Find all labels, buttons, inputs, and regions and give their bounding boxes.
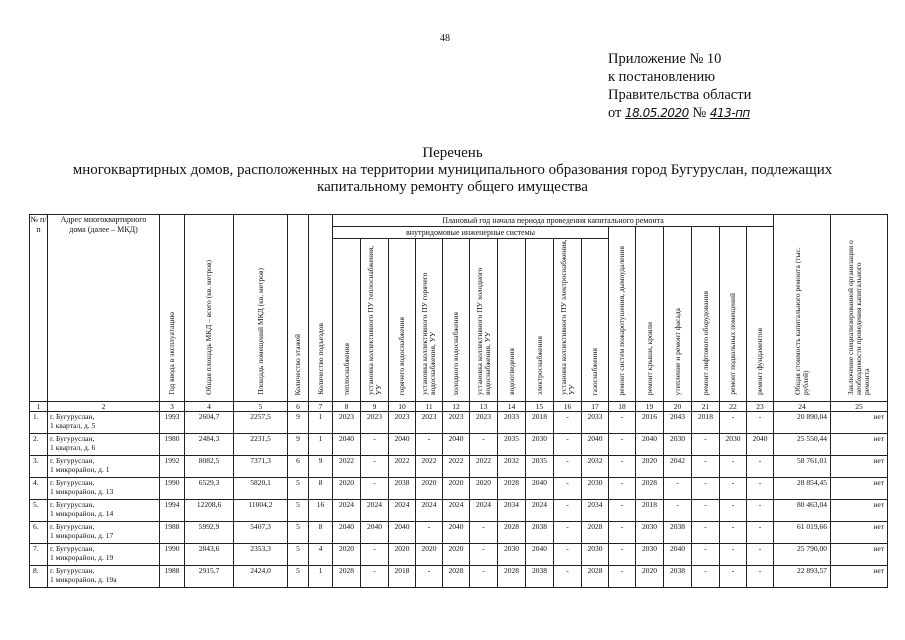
address-city: г. Бугуруслан, — [50, 522, 95, 531]
cell-c16: - — [554, 434, 582, 456]
column-number: 15 — [526, 402, 554, 412]
cell-c16: - — [554, 478, 582, 500]
cell-c22: - — [720, 478, 747, 500]
cell-c9: - — [361, 434, 389, 456]
column-number: 2 — [48, 402, 160, 412]
header-year: Год ввода в эксплуатацию — [160, 215, 185, 402]
cell-c20: 2040 — [664, 544, 692, 566]
cell-c19: 2030 — [636, 522, 664, 544]
header-entrances: Количество подъездов — [309, 215, 333, 402]
header-meter-cold-water: установка коллективного ПУ холодного водоснабжения, УУ — [470, 239, 498, 402]
cell-c12: 2028 — [443, 566, 470, 588]
column-number: 22 — [720, 402, 747, 412]
cell-c8: 2024 — [333, 500, 361, 522]
cell-total: 2915,7 — [185, 566, 234, 588]
address-city: г. Бугуруслан, — [50, 456, 95, 465]
cell-c19: 2018 — [636, 500, 664, 522]
cell-c19: 2028 — [636, 478, 664, 500]
cell-c10: 2024 — [389, 500, 416, 522]
cell-floors: 9 — [288, 434, 309, 456]
cell-c23: 2040 — [747, 434, 774, 456]
cell-concl: нет — [831, 566, 888, 588]
cell-c13: 2022 — [470, 456, 498, 478]
table-row — [30, 566, 888, 588]
cell-c9: - — [361, 544, 389, 566]
cell-c10: 2040 — [389, 522, 416, 544]
cell-c19: 2030 — [636, 544, 664, 566]
cell-c8: 2020 — [333, 478, 361, 500]
header-meter-hot-water: установка коллективного ПУ горячего водоснабжения, УУ — [416, 239, 443, 402]
header-heating: теплоснабжения — [333, 239, 361, 402]
cell-floors: 9 — [288, 412, 309, 434]
handwritten-date: 18.05.2020 — [625, 106, 689, 120]
cell-c16: - — [554, 522, 582, 544]
cell-c12: 2022 — [443, 456, 470, 478]
cell-c21: - — [692, 500, 720, 522]
column-number: 23 — [747, 402, 774, 412]
cell-year: 1994 — [160, 500, 185, 522]
cell-c9: 2024 — [361, 500, 389, 522]
address-street: 1 микрорайон, д. 14 — [50, 509, 114, 518]
cell-c17: 2034 — [582, 500, 609, 522]
column-number: 19 — [636, 402, 664, 412]
cell-premises: 2353,3 — [234, 544, 288, 566]
header-basement: ремонт подвальных помещений — [720, 227, 747, 402]
address-cell — [48, 544, 160, 566]
table-row — [30, 434, 888, 456]
document-subtitle-line-1: многоквартирных домов, расположенных на территории муниципального образования город Бугуруслан, подлежащих — [72, 162, 833, 178]
column-number: 9 — [361, 402, 389, 412]
cell-c9: - — [361, 566, 389, 588]
capital-repair-table — [29, 214, 888, 588]
header-meter-heating: установка коллективного ПУ теплоснабжения, УУ — [361, 239, 389, 402]
cell-c15: 2035 — [526, 456, 554, 478]
cell-year: 1980 — [160, 434, 185, 456]
cell-c14: 2028 — [498, 522, 526, 544]
cell-c14: 2033 — [498, 412, 526, 434]
cell-entr: 1 — [309, 566, 333, 588]
cell-c21: 2018 — [692, 412, 720, 434]
address-city: г. Бугуруслан, — [50, 434, 95, 443]
cell-c12: 2040 — [443, 434, 470, 456]
cell-c22: - — [720, 412, 747, 434]
cell-c15: 2040 — [526, 478, 554, 500]
header-elevator: ремонт лифтового оборудования — [692, 227, 720, 402]
cell-c18: - — [609, 434, 636, 456]
cell-c10: 2038 — [389, 478, 416, 500]
cell-c14: 2032 — [498, 456, 526, 478]
cell-cost: 22 893,57 — [774, 566, 831, 588]
cell-c22: - — [720, 544, 747, 566]
column-number: 21 — [692, 402, 720, 412]
cell-num: 8. — [30, 566, 48, 588]
header-internal-systems: внутридомовые инженерные системы — [333, 227, 609, 239]
address-cell — [48, 412, 160, 434]
cell-total: 6529,3 — [185, 478, 234, 500]
appendix-block — [608, 50, 751, 122]
cell-c16: - — [554, 456, 582, 478]
cell-floors: 5 — [288, 566, 309, 588]
address-street: 1 квартал, д. 5 — [50, 421, 96, 430]
cell-entr: 1 — [309, 434, 333, 456]
cell-c17: 2030 — [582, 544, 609, 566]
column-number: 6 — [288, 402, 309, 412]
cell-total: 12208,6 — [185, 500, 234, 522]
cell-entr: 16 — [309, 500, 333, 522]
cell-num: 5. — [30, 500, 48, 522]
cell-c18: - — [609, 544, 636, 566]
cell-c10: 2022 — [389, 456, 416, 478]
header-planned-year: Плановый год начала периода проведения капитального ремонта — [333, 215, 774, 227]
address-cell — [48, 478, 160, 500]
cell-cost: 61 019,66 — [774, 522, 831, 544]
cell-c22: - — [720, 500, 747, 522]
column-number: 1 — [30, 402, 48, 412]
cell-total: 2843,6 — [185, 544, 234, 566]
cell-c11: 2020 — [416, 478, 443, 500]
cell-year: 1988 — [160, 566, 185, 588]
cell-c10: 2020 — [389, 544, 416, 566]
cell-c12: 2020 — [443, 478, 470, 500]
cell-floors: 5 — [288, 544, 309, 566]
cell-year: 1992 — [160, 456, 185, 478]
document-title: Перечень — [422, 145, 483, 161]
header-facade: утепление и ремонт фасада — [664, 227, 692, 402]
column-number: 18 — [609, 402, 636, 412]
cell-c10: 2023 — [389, 412, 416, 434]
column-number: 8 — [333, 402, 361, 412]
header-roof: ремонт крыши, кровли — [636, 227, 664, 402]
cell-c13: 2020 — [470, 478, 498, 500]
cell-num: 4. — [30, 478, 48, 500]
cell-c18: - — [609, 500, 636, 522]
cell-c17: 2040 — [582, 434, 609, 456]
cell-c23: - — [747, 456, 774, 478]
cell-num: 7. — [30, 544, 48, 566]
cell-floors: 5 — [288, 522, 309, 544]
cell-premises: 2257,5 — [234, 412, 288, 434]
cell-c21: - — [692, 522, 720, 544]
cell-c9: 2023 — [361, 412, 389, 434]
cell-c23: - — [747, 544, 774, 566]
cell-cost: 58 761,01 — [774, 456, 831, 478]
cell-c18: - — [609, 566, 636, 588]
page-number: 48 — [440, 33, 450, 44]
cell-premises: 5407,3 — [234, 522, 288, 544]
cell-c12: 2023 — [443, 412, 470, 434]
cell-c8: 2028 — [333, 566, 361, 588]
cell-c14: 2034 — [498, 500, 526, 522]
address-city: г. Бугуруслан, — [50, 412, 95, 421]
cell-c19: 2016 — [636, 412, 664, 434]
header-cold-water: холодного водоснабжения — [443, 239, 470, 402]
cell-c11: 2022 — [416, 456, 443, 478]
cell-c11: - — [416, 522, 443, 544]
cell-concl: нет — [831, 456, 888, 478]
column-number: 16 — [554, 402, 582, 412]
from-label: от — [608, 105, 622, 121]
table-row — [30, 456, 888, 478]
cell-c21: - — [692, 434, 720, 456]
cell-c9: - — [361, 456, 389, 478]
cell-c19: 2040 — [636, 434, 664, 456]
cell-cost: 25 550,44 — [774, 434, 831, 456]
cell-total: 8082,5 — [185, 456, 234, 478]
cell-concl: нет — [831, 478, 888, 500]
cell-year: 1990 — [160, 478, 185, 500]
table-row — [30, 522, 888, 544]
table-row — [30, 478, 888, 500]
column-number: 3 — [160, 402, 185, 412]
cell-c17: 2032 — [582, 456, 609, 478]
cell-c14: 2028 — [498, 478, 526, 500]
cell-c17: 2028 — [582, 566, 609, 588]
address-street: 1 квартал, д. 6 — [50, 443, 96, 452]
cell-c20: 2030 — [664, 434, 692, 456]
column-number: 11 — [416, 402, 443, 412]
cell-c8: 2020 — [333, 544, 361, 566]
address-street: 1 микрорайон, д. 13 — [50, 487, 114, 496]
cell-num: 1. — [30, 412, 48, 434]
header-address: Адрес многоквартирного дома (далее – МКД) — [48, 215, 160, 402]
cell-entr: 1 — [309, 412, 333, 434]
column-number-row — [30, 402, 888, 412]
cell-premises: 2424,0 — [234, 566, 288, 588]
cell-floors: 6 — [288, 456, 309, 478]
cell-c12: 2040 — [443, 522, 470, 544]
header-floors: Количество этажей — [288, 215, 309, 402]
cell-entr: 8 — [309, 478, 333, 500]
column-number: 20 — [664, 402, 692, 412]
cell-premises: 2231,5 — [234, 434, 288, 456]
appendix-line-3: Правительства области — [608, 87, 752, 103]
column-number: 17 — [582, 402, 609, 412]
cell-c19: 2020 — [636, 566, 664, 588]
cell-floors: 5 — [288, 500, 309, 522]
cell-c21: - — [692, 478, 720, 500]
table-row — [30, 544, 888, 566]
cell-c18: - — [609, 478, 636, 500]
cell-premises: 7371,3 — [234, 456, 288, 478]
cell-c17: 2033 — [582, 412, 609, 434]
table-row — [30, 412, 888, 434]
header-meter-electricity: установка коллективного ПУ электроснабжения, УУ — [554, 239, 582, 402]
cell-c23: - — [747, 500, 774, 522]
address-street: 1 микрорайон, д. 17 — [50, 531, 114, 540]
cell-c9: 2040 — [361, 522, 389, 544]
column-number: 13 — [470, 402, 498, 412]
cell-cost: 20 890,04 — [774, 412, 831, 434]
cell-c16: - — [554, 566, 582, 588]
address-city: г. Бугуруслан, — [50, 478, 95, 487]
cell-c11: - — [416, 434, 443, 456]
address-cell — [48, 456, 160, 478]
cell-c21: - — [692, 544, 720, 566]
cell-entr: 9 — [309, 456, 333, 478]
cell-c14: 2028 — [498, 566, 526, 588]
cell-c9: - — [361, 478, 389, 500]
cell-c16: - — [554, 412, 582, 434]
cell-c19: 2020 — [636, 456, 664, 478]
header-electricity: электроснабжения — [526, 239, 554, 402]
cell-year: 1988 — [160, 522, 185, 544]
appendix-date-line — [608, 104, 751, 122]
cell-c8: 2022 — [333, 456, 361, 478]
cell-c11: 2024 — [416, 500, 443, 522]
address-city: г. Бугуруслан, — [50, 544, 95, 553]
cell-entr: 8 — [309, 522, 333, 544]
cell-c22: 2030 — [720, 434, 747, 456]
cell-c23: - — [747, 478, 774, 500]
header-hot-water: горячего водоснабжения — [389, 239, 416, 402]
number-label: № — [692, 105, 707, 121]
appendix-line-2: к постановлению — [608, 69, 716, 85]
column-number: 10 — [389, 402, 416, 412]
cell-c11: 2023 — [416, 412, 443, 434]
cell-c13: 2024 — [470, 500, 498, 522]
cell-c14: 2030 — [498, 544, 526, 566]
column-number: 7 — [309, 402, 333, 412]
column-number: 4 — [185, 402, 234, 412]
column-number: 25 — [831, 402, 888, 412]
cell-c22: - — [720, 522, 747, 544]
cell-c14: 2035 — [498, 434, 526, 456]
cell-c10: 2040 — [389, 434, 416, 456]
header-sewage: водоотведения — [498, 239, 526, 402]
cell-concl: нет — [831, 412, 888, 434]
cell-c16: - — [554, 500, 582, 522]
cell-total: 2484,3 — [185, 434, 234, 456]
cell-entr: 4 — [309, 544, 333, 566]
cell-num: 2. — [30, 434, 48, 456]
address-city: г. Бугуруслан, — [50, 500, 95, 509]
cell-c11: - — [416, 566, 443, 588]
cell-c12: 2020 — [443, 544, 470, 566]
cell-cost: 80 463,04 — [774, 500, 831, 522]
cell-c21: - — [692, 566, 720, 588]
cell-premises: 11004,2 — [234, 500, 288, 522]
address-cell — [48, 522, 160, 544]
cell-total: 5992,9 — [185, 522, 234, 544]
cell-c13: - — [470, 434, 498, 456]
address-street: 1 микрорайон, д. 19а — [50, 575, 117, 584]
cell-c18: - — [609, 456, 636, 478]
cell-concl: нет — [831, 434, 888, 456]
cell-c16: - — [554, 544, 582, 566]
cell-num: 6. — [30, 522, 48, 544]
cell-cost: 28 854,45 — [774, 478, 831, 500]
cell-c21: - — [692, 456, 720, 478]
cell-c22: - — [720, 566, 747, 588]
cell-c15: 2018 — [526, 412, 554, 434]
cell-year: 1993 — [160, 412, 185, 434]
cell-cost: 25 790,00 — [774, 544, 831, 566]
header-foundation: ремонт фундаментов — [747, 227, 774, 402]
cell-c18: - — [609, 522, 636, 544]
cell-c23: - — [747, 412, 774, 434]
cell-c23: - — [747, 566, 774, 588]
header-conclusion: Заключение специализированной организации о необходимости проведения капитального ремонта — [831, 215, 888, 402]
cell-c13: - — [470, 544, 498, 566]
address-cell — [48, 434, 160, 456]
cell-floors: 5 — [288, 478, 309, 500]
cell-c18: - — [609, 412, 636, 434]
column-number: 12 — [443, 402, 470, 412]
header-total-area: Общая площадь МКД – всего (кв. метров) — [185, 215, 234, 402]
header-fire-systems: ремонт систем пожаротушения, дымоудаления — [609, 227, 636, 402]
cell-year: 1990 — [160, 544, 185, 566]
address-cell — [48, 566, 160, 588]
address-street: 1 микрорайон, д. 1 — [50, 465, 110, 474]
appendix-line-1: Приложение № 10 — [608, 51, 722, 67]
cell-c17: 2030 — [582, 478, 609, 500]
handwritten-number: 413-пп — [709, 106, 750, 120]
address-city: г. Бугуруслан, — [50, 566, 95, 575]
cell-c15: 2038 — [526, 566, 554, 588]
address-street: 1 микрорайон, д. 19 — [50, 553, 114, 562]
cell-c20: - — [664, 500, 692, 522]
cell-total: 2604,7 — [185, 412, 234, 434]
cell-c10: 2018 — [389, 566, 416, 588]
cell-c13: 2023 — [470, 412, 498, 434]
document-subtitle-line-2: капитальному ремонту общего имущества — [317, 179, 588, 195]
column-number: 14 — [498, 402, 526, 412]
cell-num: 3. — [30, 456, 48, 478]
table-row — [30, 500, 888, 522]
header-gas: газоснабжения — [582, 239, 609, 402]
column-number: 24 — [774, 402, 831, 412]
header-premises-area: Площадь помещений МКД (кв. метров) — [234, 215, 288, 402]
cell-c23: - — [747, 522, 774, 544]
cell-c20: 2042 — [664, 456, 692, 478]
address-cell — [48, 500, 160, 522]
cell-concl: нет — [831, 522, 888, 544]
cell-c20: 2038 — [664, 566, 692, 588]
cell-c15: 2024 — [526, 500, 554, 522]
cell-concl: нет — [831, 500, 888, 522]
header-total-cost: Общая стоимость капитального ремонта (тыс. рублей) — [774, 215, 831, 402]
cell-c20: 2038 — [664, 522, 692, 544]
cell-c17: 2028 — [582, 522, 609, 544]
cell-c8: 2040 — [333, 434, 361, 456]
cell-c15: 2038 — [526, 522, 554, 544]
header-num: № п/п — [30, 215, 48, 402]
cell-c8: 2023 — [333, 412, 361, 434]
cell-c20: 2043 — [664, 412, 692, 434]
cell-c13: - — [470, 566, 498, 588]
cell-c15: 2030 — [526, 434, 554, 456]
cell-c11: 2020 — [416, 544, 443, 566]
cell-c8: 2040 — [333, 522, 361, 544]
column-number: 5 — [234, 402, 288, 412]
cell-c15: 2040 — [526, 544, 554, 566]
cell-c22: - — [720, 456, 747, 478]
cell-premises: 5820,1 — [234, 478, 288, 500]
cell-concl: нет — [831, 544, 888, 566]
cell-c20: - — [664, 478, 692, 500]
cell-c13: - — [470, 522, 498, 544]
cell-c12: 2024 — [443, 500, 470, 522]
